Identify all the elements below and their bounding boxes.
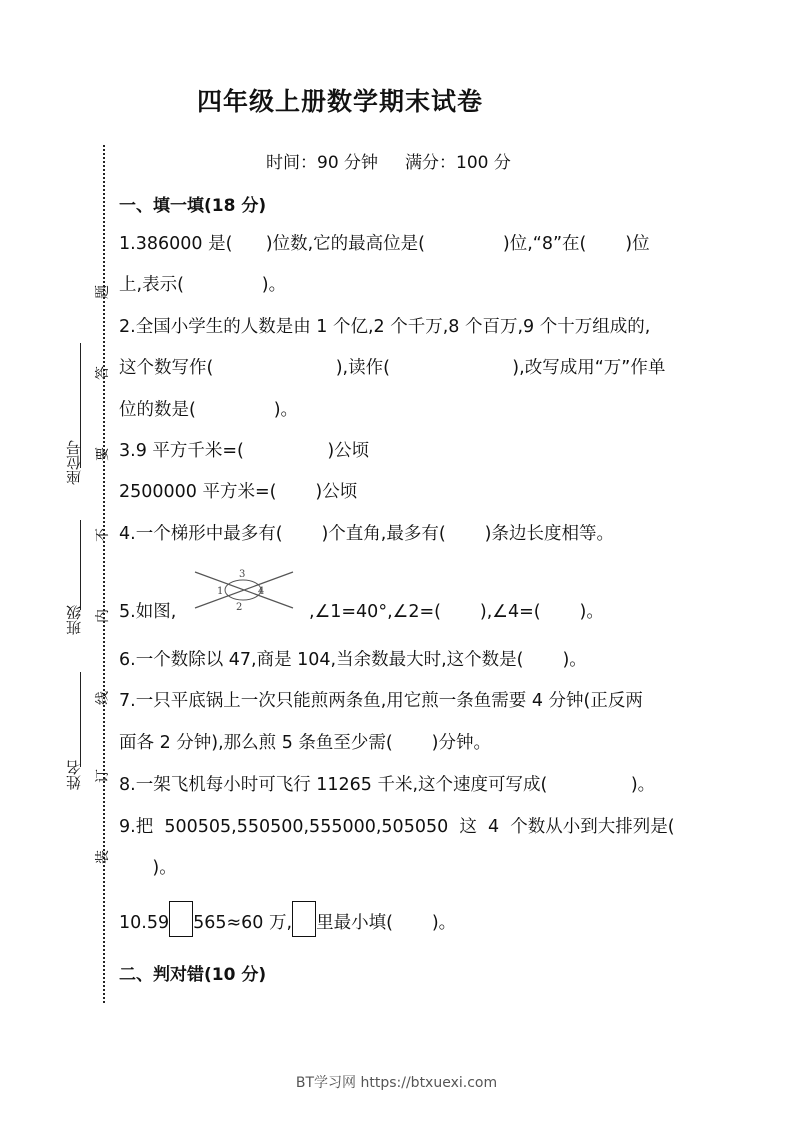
margin-char: 装 [95,850,111,864]
margin-char: 要 [95,447,111,461]
q10-part1: 10.59 [119,913,170,933]
question-line: 9.把 500505,550500,555000,505050 这 4 个数从小到大排列是( [119,817,675,837]
question-line: 1.386000 是( )位数,它的最高位是( )位,“8”在( )位 [119,234,650,254]
exam-info: 时间：90 分钟 满分：100 分 [266,153,511,173]
question-line: 6.一个数除以 47,商是 104,当余数最大时,这个数是( )。 [119,650,587,670]
question-line: 7.一只平底锅上一次只能煎两条鱼,用它煎一条鱼需要 4 分钟(正反两 [119,691,643,711]
page-title: 四年级上册数学期末试卷 [197,87,484,116]
question-line: 5.如图, [119,602,177,622]
margin-char: 线 [95,691,111,705]
question-line: 上,表示( )。 [119,275,287,295]
digit-box[interactable] [292,901,316,937]
margin-char: 答 [95,366,111,380]
question-line: 4.一个梯形中最多有( )个直角,最多有( )条边长度相等。 [119,524,614,544]
question-line: )。 [119,858,177,878]
angle-label-3: 3 [239,569,246,580]
question-line: 8.一架飞机每小时可飞行 11265 千米,这个速度可写成( )。 [119,775,656,795]
name-label: 姓名 [65,760,83,790]
question-line [119,909,456,937]
angle-label-4: 4 [258,586,265,597]
question-line: 3.9 平方千米=( )公顷 [119,441,370,461]
section-heading: 一、填一填(18 分) [119,196,267,216]
angle-label-1: 1 [217,586,224,597]
q10-part2: 565≈60 万, [193,913,293,933]
seat-label: 座位号 [65,440,83,485]
digit-box[interactable] [169,901,193,937]
question-line: ,∠1=40°,∠2=( ),∠4=( )。 [309,602,604,622]
margin-char: 内 [95,609,111,623]
section-heading: 二、判对错(10 分) [119,965,267,985]
question-line: 2500000 平方米=( )公顷 [119,482,358,502]
binding-dotted-line [103,145,105,1003]
angle-label-2: 2 [236,602,243,612]
question-line: 位的数是( )。 [119,400,299,420]
q10-part3: 里最小填( )。 [316,913,457,933]
name-blank-line [80,672,81,767]
margin-char: 订 [95,769,111,783]
question-line: 这个数写作( ),读作( ),改写成用“万”作单 [119,358,666,378]
question-line: 2.全国小学生的人数是由 1 个亿,2 个千万,8 个百万,9 个十万组成的, [119,317,651,337]
question-line: 面各 2 分钟),那么煎 5 条鱼至少需( )分钟。 [119,733,492,753]
angle-figure [193,566,295,612]
class-label: 班级 [65,605,83,635]
footer-watermark: BT学习网 https://btxuexi.com [295,1075,498,1091]
class-blank-line [80,520,81,610]
margin-char: 不 [95,528,111,542]
margin-char: 题 [95,285,111,299]
